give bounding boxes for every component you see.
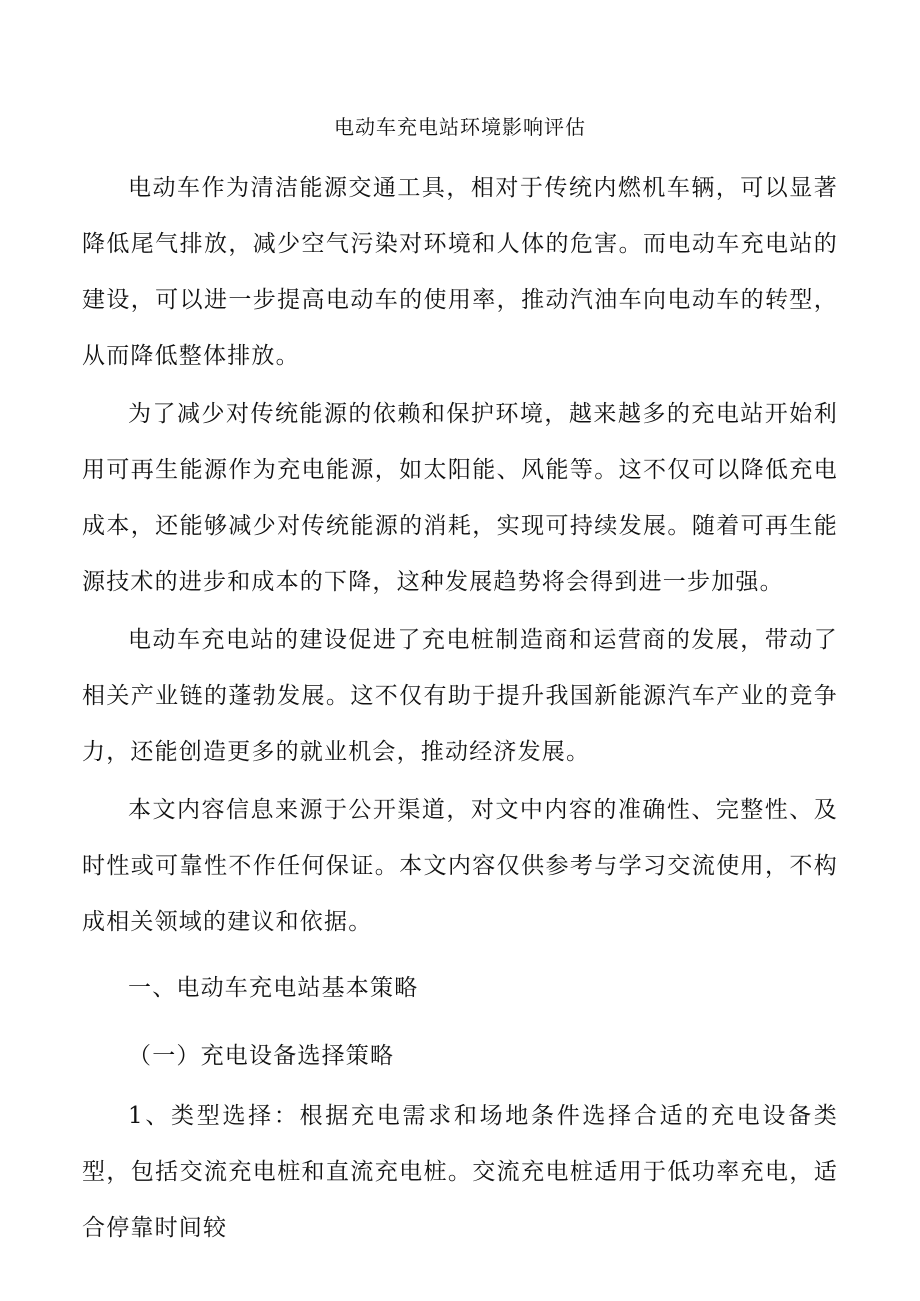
- section-heading: 一、电动车充电站基本策略: [128, 975, 419, 1001]
- paragraph-industry-development: 电动车充电站的建设促进了充电桩制造商和运营商的发展，带动了相关产业链的蓬勃发展。这不仅有助于提升我国新能源汽车产业的竞争力，还能创造更多的就业机会，推动经济发展。: [82, 627, 838, 765]
- paragraph-disclaimer: 本文内容信息来源于公开渠道，对文中内容的准确性、完整性、及时性或可靠性不作任何保证。本文内容仅供参考与学习交流使用，不构成相关领域的建议和依据。: [82, 797, 838, 935]
- paragraph-type-selection: 1、类型选择：根据充电需求和场地条件选择合适的充电设备类型，包括交流充电桩和直流充电桩。交流充电桩适用于低功率充电，适合停靠时间较: [82, 1103, 838, 1241]
- document-title: 电动车充电站环境影响评估: [334, 115, 586, 139]
- paragraph-renewable-energy: 为了减少对传统能源的依赖和保护环境，越来越多的充电站开始利用可再生能源作为充电能源，如太阳能、风能等。这不仅可以降低充电成本，还能够减少对传统能源的消耗，实现可持续发展。随着可再生能源技术的进步和成本的下降，这种发展趋势将会得到进一步加强。: [82, 401, 838, 595]
- subsection-heading: （一）充电设备选择策略: [128, 1043, 395, 1069]
- paragraph-emission-reduction: 电动车作为清洁能源交通工具，相对于传统内燃机车辆，可以显著降低尾气排放，减少空气污染对环境和人体的危害。而电动车充电站的建设，可以进一步提高电动车的使用率，推动汽油车向电动车的转型，从而降低整体排放。: [82, 175, 838, 369]
